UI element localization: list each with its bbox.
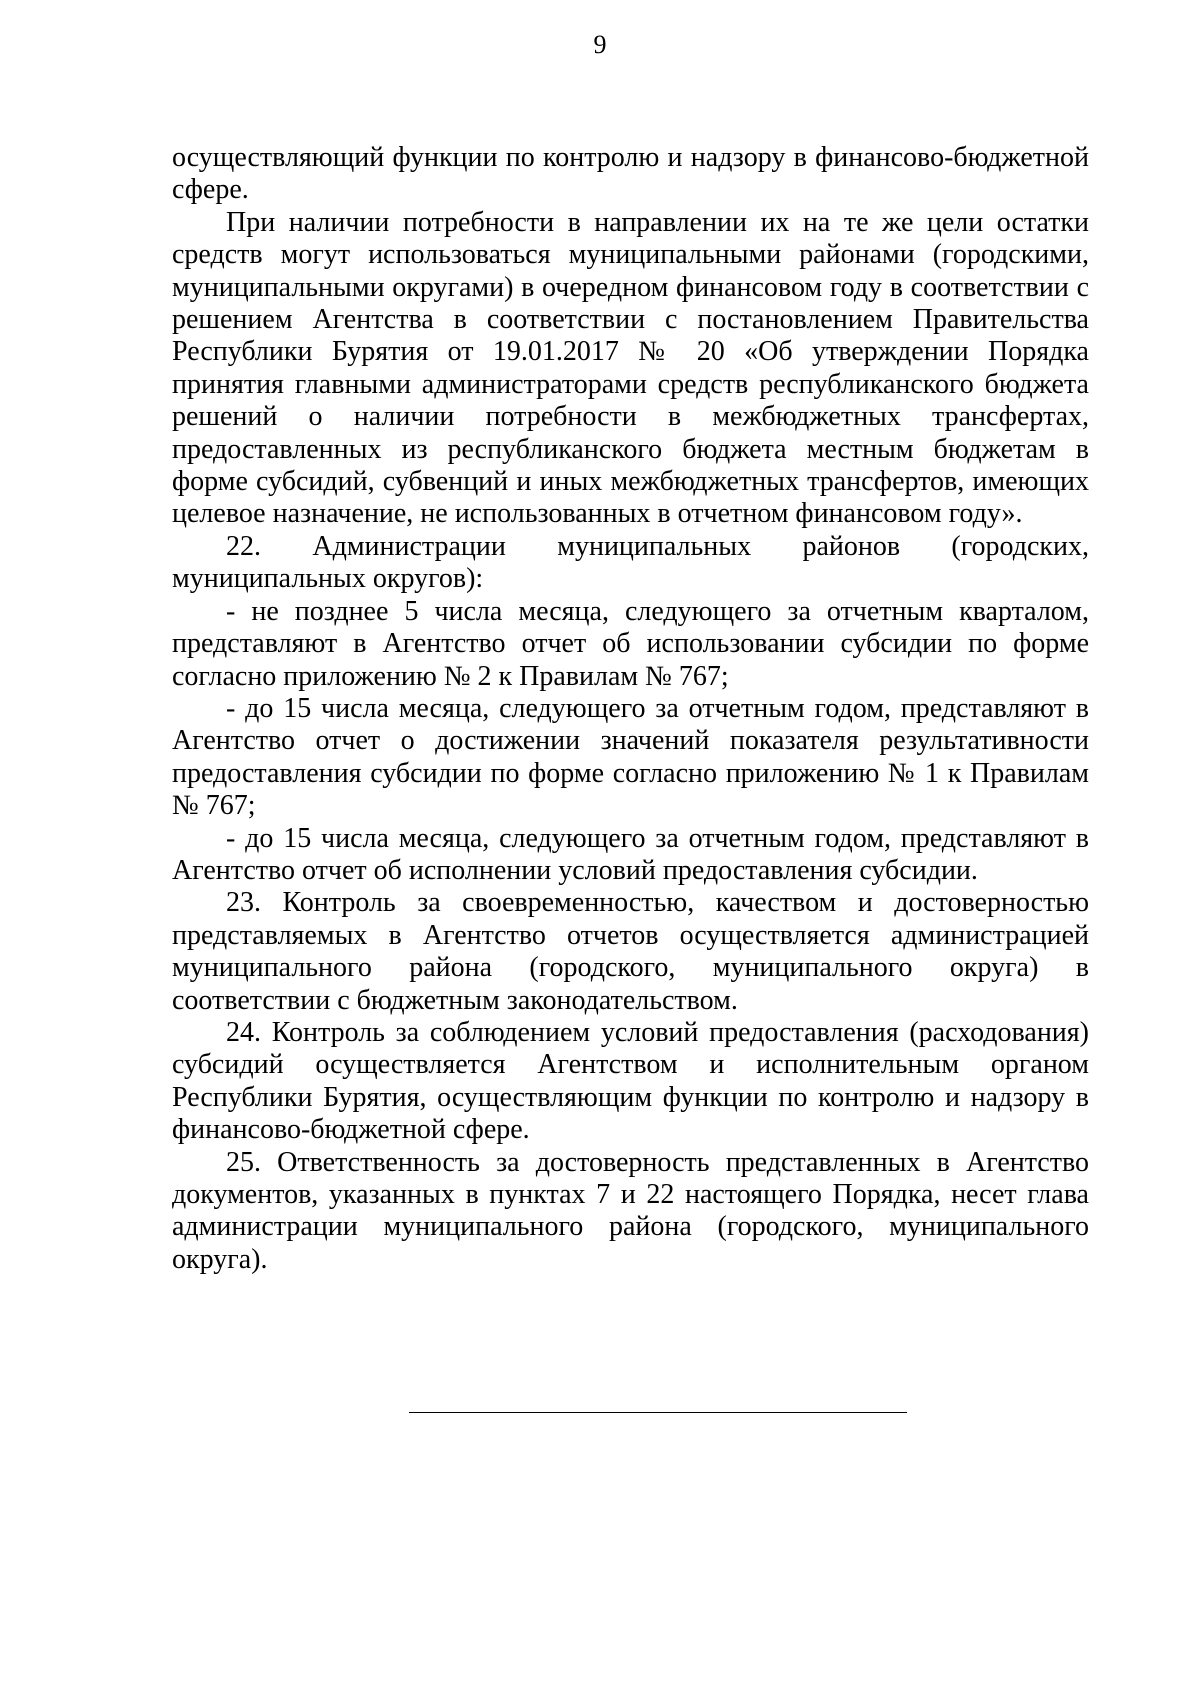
paragraph-continuation: осуществляющий функции по контролю и надзору в финансово-бюджетной сфере.: [172, 142, 1089, 206]
paragraph-23: 23. Контроль за своевременностью, качеством и достоверностью представляемых в Агентство отчетов осуществляется администрацией муниципального района (городского, муниципального округа) в соответствии с бюджетным законодательством.: [172, 887, 1089, 1016]
paragraph-22-item-2: - до 15 числа месяца, следующего за отчетным годом, представляют в Агентство отчет о достижении значений показателя результативности предоставления субсидии по форме согласно приложению № 1 к Правилам № 767;: [172, 692, 1089, 822]
end-separator-line: [409, 1412, 907, 1413]
paragraph-22-item-1: - не позднее 5 числа месяца, следующего за отчетным кварталом, представляют в Агентство отчет об использовании субсидии по форме согласно приложению № 2 к Правилам № 767;: [172, 595, 1089, 692]
paragraph-25: 25. Ответственность за достоверность представленных в Агентство документов, указанных в пунктах 7 и 22 настоящего Порядка, несет глава администрации муниципального района (городского, муниципального округа).: [172, 1146, 1089, 1275]
paragraph-22-item-3: - до 15 числа месяца, следующего за отчетным годом, представляют в Агентство отчет об исполнении условий предоставления субсидии.: [172, 822, 1089, 886]
paragraph-remaining-funds: При наличии потребности в направлении их на те же цели остатки средств могут использоваться муниципальными районами (городскими, муниципальными округами) в очередном финансовом году в соответствии с решением Агентства в соответствии с постановлением Правительства Республики Бурятия от 19.01.2017 № 20 «Об утверждении Порядка принятия главными администраторами средств республиканского бюджета решений о наличии потребности в межбюджетных трансфертах, предоставленных из республиканского бюджета местным бюджетам в форме субсидий, субвенций и иных межбюджетных трансфертов, имеющих целевое назначение, не использованных в отчетном финансовом году».: [172, 206, 1089, 530]
document-body: [172, 142, 1089, 1276]
paragraph-22: 22. Администрации муниципальных районов (городских, муниципальных округов):: [172, 530, 1089, 595]
page-number: 9: [593, 30, 607, 59]
paragraph-24: 24. Контроль за соблюдением условий предоставления (расходования) субсидий осуществляется Агентством и исполнительным органом Республики Бурятия, осуществляющим функции по контролю и надзору в финансово-бюджетной сфере.: [172, 1016, 1089, 1146]
